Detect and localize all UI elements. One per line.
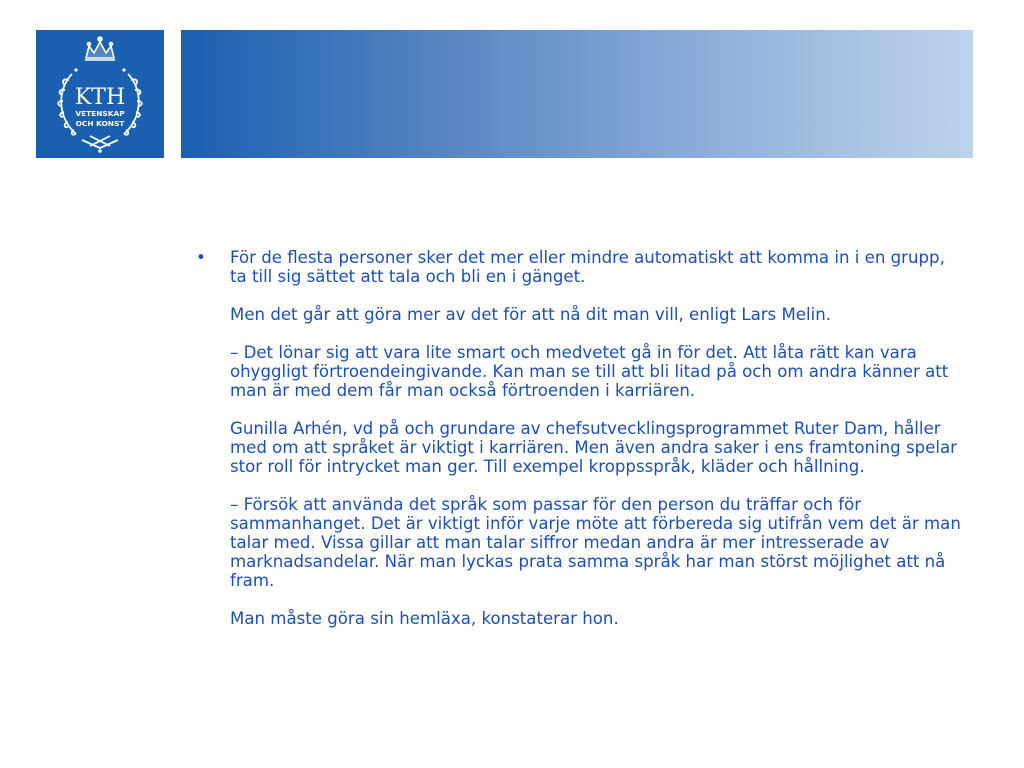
paragraph-2: Men det går att göra mer av det för att nå dit man vill, enligt Lars Melin. [230, 305, 832, 324]
logo-line1: VETENSKAP [75, 109, 125, 118]
logo-brand-text: KTH [74, 85, 126, 110]
paragraph-4: Gunilla Arhén, vd på och grundare av chefsutvecklingsprogrammet Ruter Dam, håller med om att språket är viktigt i karriären. Men även andra saker i ens framtoning spelar stor roll för intrycket man ger. Till exempel kroppsspråk, kläder och hållning. [230, 419, 957, 476]
paragraph-3: – Det lönar sig att vara lite smart och medvetet gå in för det. Att låta rätt kan vara ohyggligt förtroendeingivande. Kan man se till att bli litad på och om andra känner att man är med dem får man också förtroenden i karriären. [230, 343, 949, 400]
paragraph-5: – Försök att använda det språk som passar för den person du träffar och för sammanhanget. Det är viktigt inför varje möte att förbereda sig utifrån vem det är man talar med. Vissa gillar att man talar siffror medan andra är mer intresserade av marknadsandelar. När man lyckas prata samma språk har man störst möjlighet att nå fram. [230, 495, 961, 590]
paragraph-1: För de flesta personer sker det mer eller mindre automatiskt att komma in i en grupp, ta till sig sättet att tala och bli en i gänget. [230, 248, 945, 286]
slide-body [196, 248, 966, 628]
bullet-item [196, 248, 966, 628]
kth-seal-icon [36, 30, 164, 158]
header-gradient-banner [181, 30, 973, 158]
paragraph-6: Man måste göra sin hemläxa, konstaterar hon. [230, 609, 619, 628]
kth-logo [36, 30, 164, 158]
bullet-marker: • [196, 248, 206, 267]
logo-line2: OCH KONST [75, 119, 125, 128]
